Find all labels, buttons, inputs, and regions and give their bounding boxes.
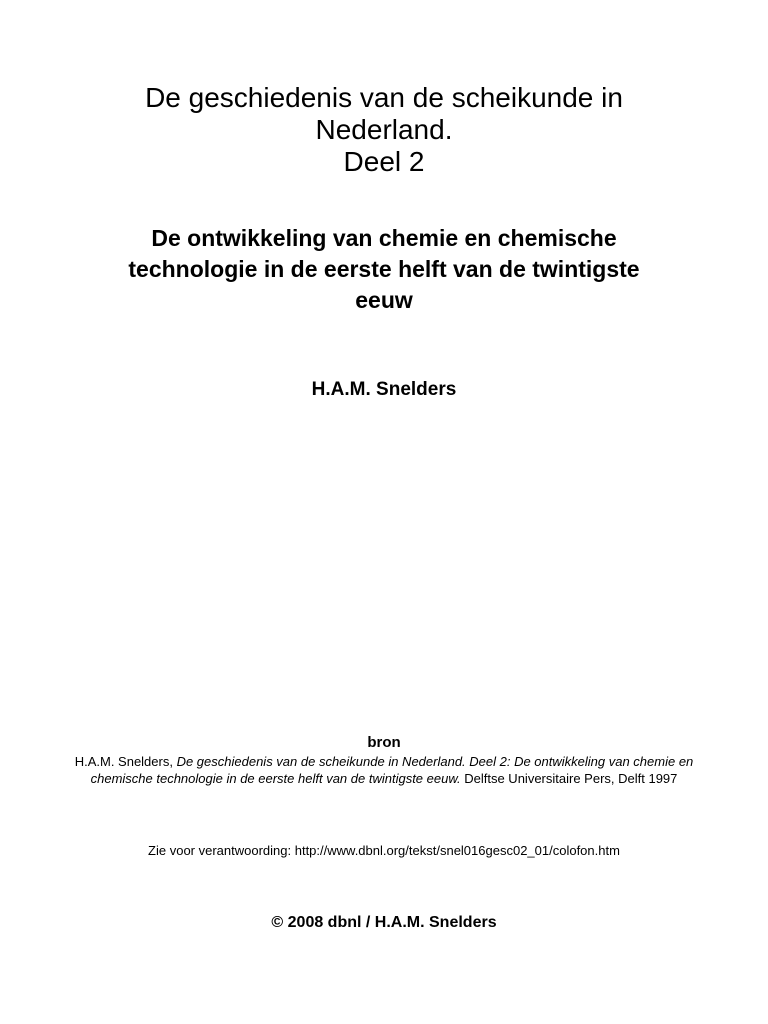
source-work-title: De geschiedenis van de scheikunde in Nederland. Deel 2: De ontwikkeling van chemie en chemische technologie in de eerste helft van de twintigste eeuw. — [90, 754, 694, 786]
source-section — [0, 733, 768, 787]
main-title-line-3: Deel 2 — [343, 146, 425, 177]
author-name: H.A.M. Snelders — [311, 379, 457, 400]
accountability-note: Zie voor verantwoording: http://www.dbnl.org/tekst/snel016gesc02_01/colofon.htm — [148, 843, 620, 858]
source-author: H.A.M. Snelders, — [74, 754, 177, 769]
subtitle-line-2: technologie in de eerste helft van de twintigste — [128, 256, 640, 282]
source-heading: bron — [367, 734, 401, 751]
main-title — [0, 82, 768, 178]
main-title-line-1: De geschiedenis van de scheikunde in — [145, 82, 623, 113]
copyright-notice: © 2008 dbnl / H.A.M. Snelders — [271, 914, 497, 931]
subtitle — [0, 223, 768, 316]
subtitle-line-3: eeuw — [355, 287, 413, 313]
subtitle-line-1: De ontwikkeling van chemie en chemische — [151, 225, 617, 251]
main-title-line-2: Nederland. — [315, 114, 453, 145]
source-publisher: Delftse Universitaire Pers, Delft 1997 — [460, 771, 678, 786]
source-citation — [64, 753, 704, 787]
